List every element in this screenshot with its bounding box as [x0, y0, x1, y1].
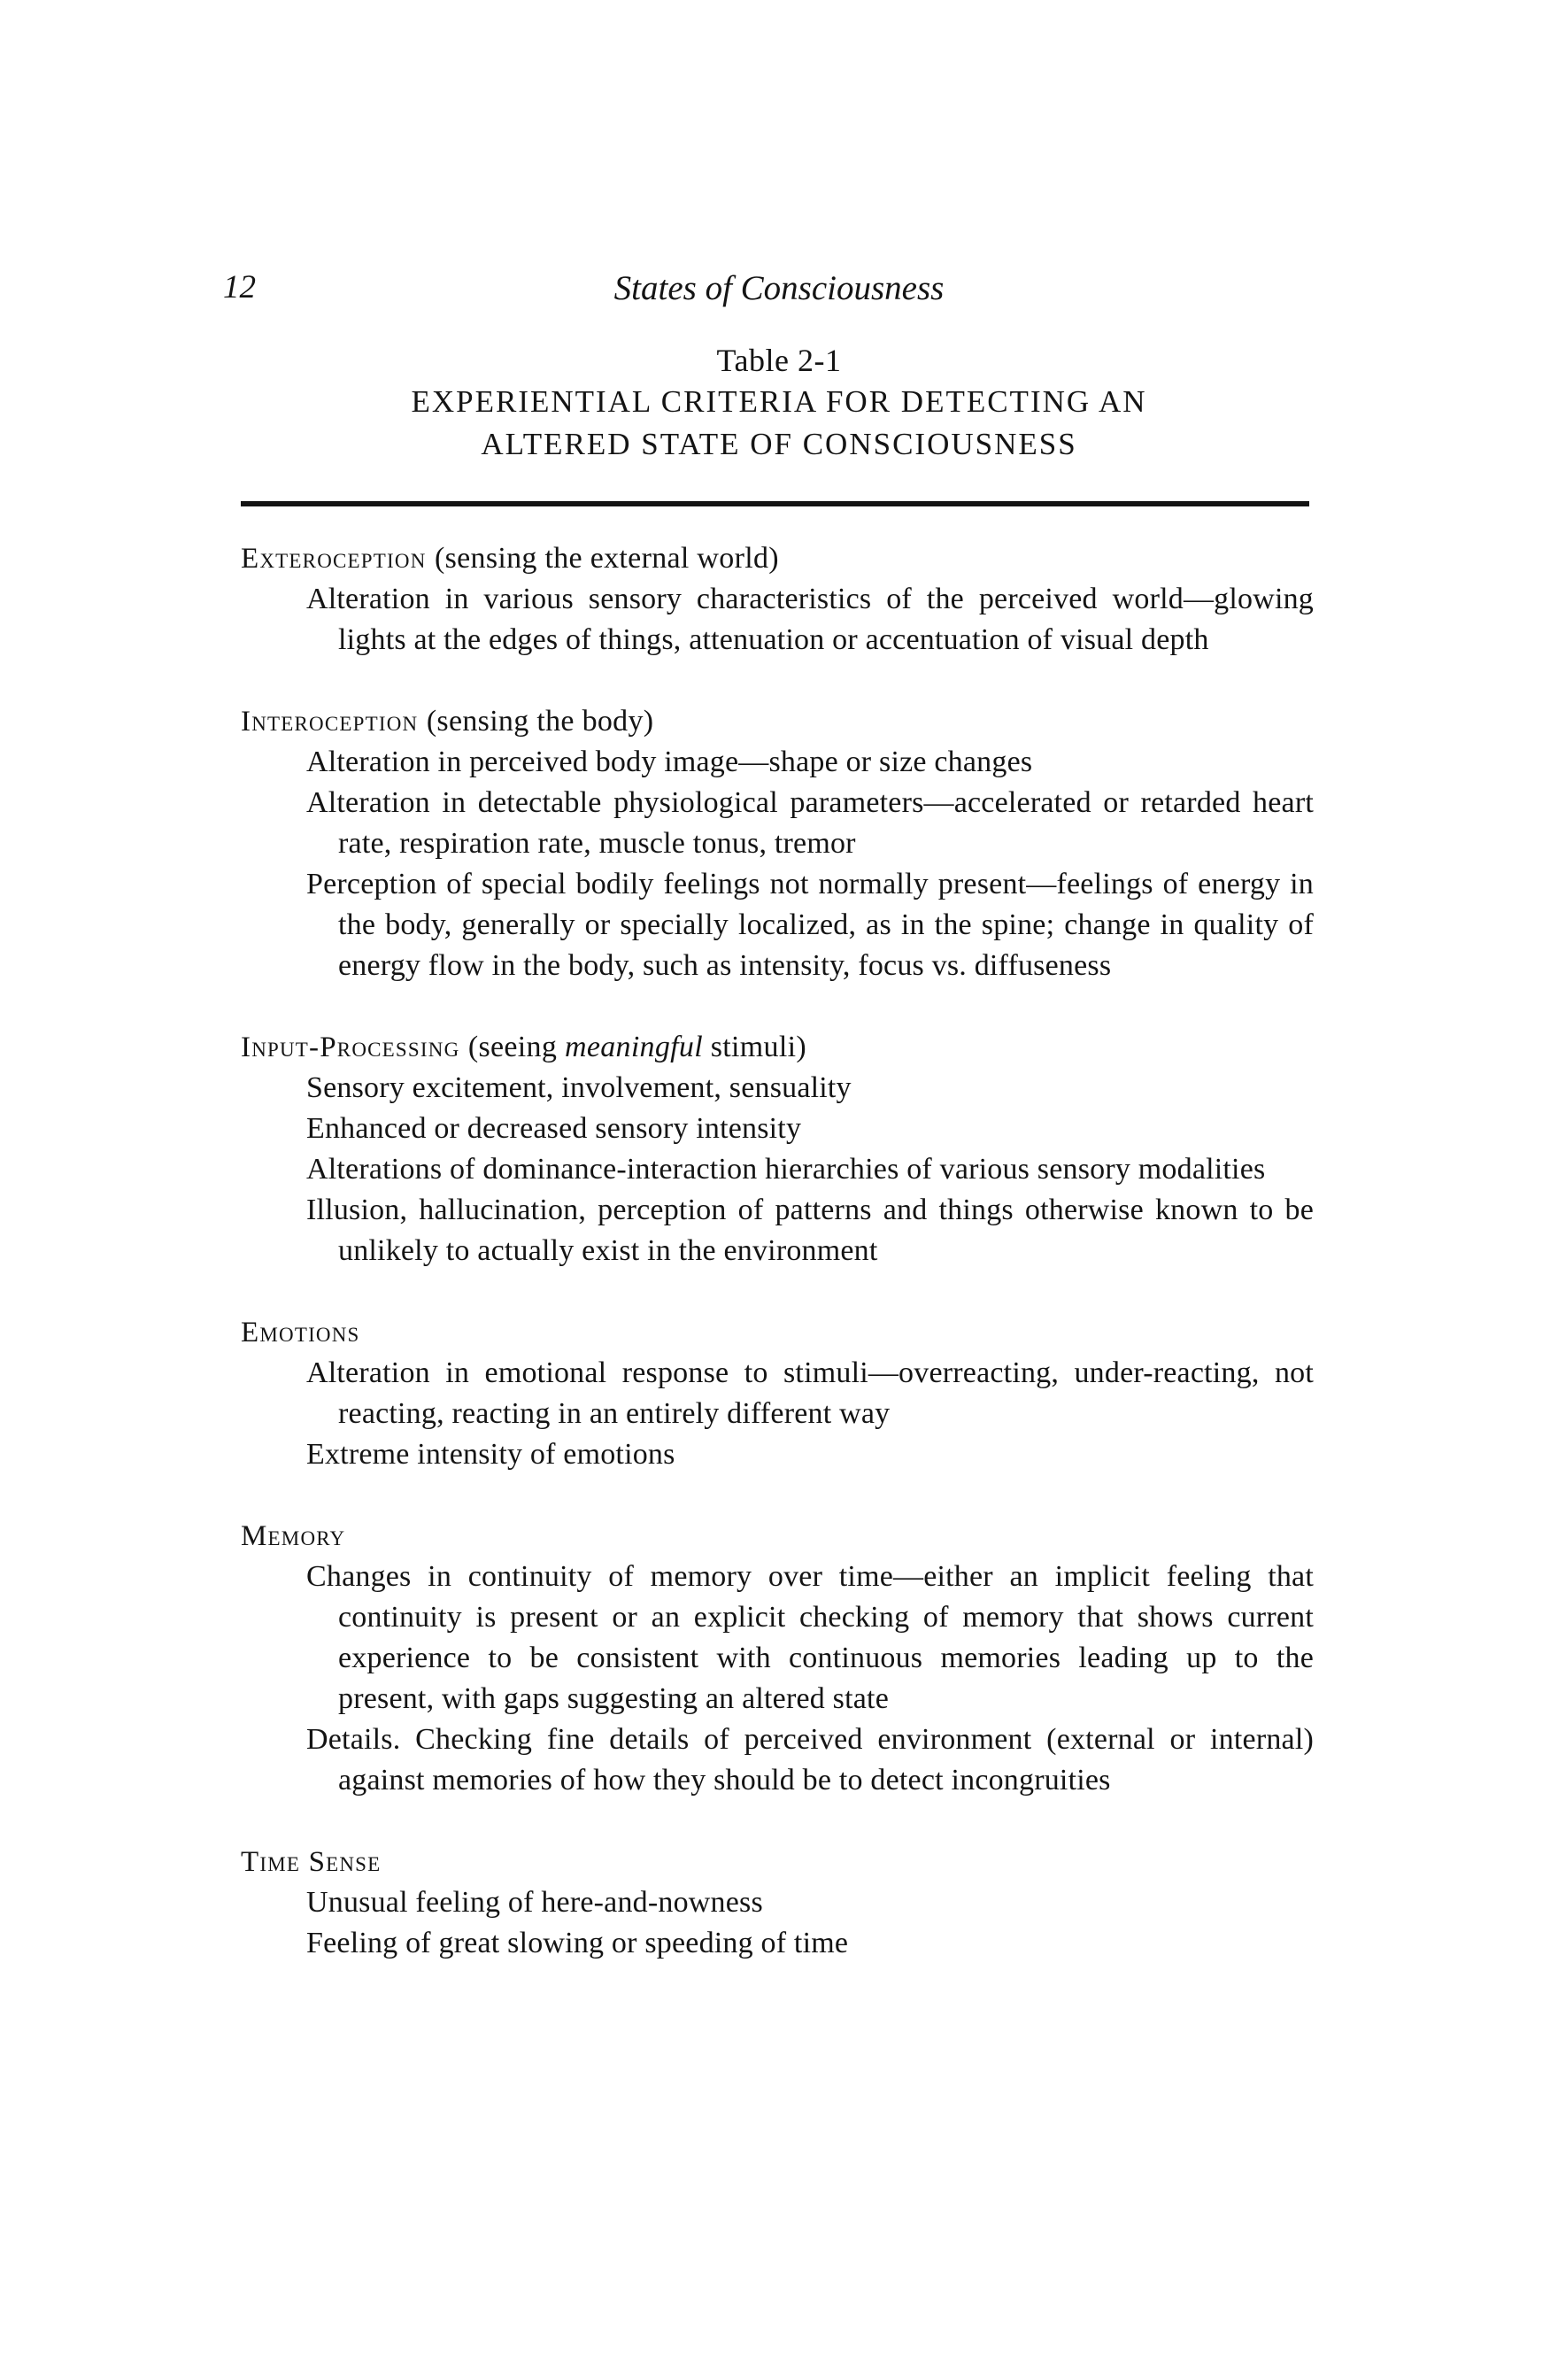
- table-number: Table 2-1: [716, 343, 842, 378]
- criterion-item: Details. Checking fine details of perceived environment (external or internal) against memories of how they should be to detect incongruities: [306, 1723, 1314, 1797]
- section-heading: [241, 1842, 1314, 1882]
- criterion-item: Alterations of dominance-interaction hierarchies of various sensory modalities: [306, 1153, 1266, 1186]
- page-number: 12: [223, 269, 256, 305]
- criterion-item: Unusual feeling of here-and-nowness: [306, 1886, 763, 1919]
- section-heading-description: [468, 1031, 806, 1063]
- section-heading-label: Exteroception: [241, 543, 427, 575]
- criterion-item: Alteration in emotional response to stimuli—overreacting, under-reacting, not reacting, reacting in an entirely different way: [306, 1356, 1314, 1430]
- section-heading: [241, 1027, 1314, 1068]
- criterion-item: Enhanced or decreased sensory intensity: [306, 1112, 802, 1145]
- criterion-item: Extreme intensity of emotions: [306, 1438, 675, 1471]
- section-heading-label: Interoception: [241, 706, 419, 738]
- section-memory: [241, 1516, 1314, 1801]
- criterion-item: Perception of special bodily feelings not normally present—feelings of energy in the body, generally or specially localized, as in the spine; change in quality of energy flow in the body, such as intensity, focus vs. diffuseness: [306, 868, 1314, 982]
- criterion-item: Alteration in perceived body image—shape or size changes: [306, 746, 1033, 778]
- section-heading: [241, 1312, 1314, 1353]
- criterion-item: Alteration in various sensory characteristics of the perceived world—glowing lights at the edges of things, attenuation or accentuation of visual depth: [306, 583, 1314, 656]
- section-heading-description: (sensing the external world): [434, 542, 779, 575]
- description-text: (seeing: [467, 1031, 558, 1063]
- section-interoception: [241, 701, 1314, 986]
- section-heading-label: Memory: [241, 1520, 346, 1552]
- section-heading: [241, 1516, 1314, 1557]
- section-heading-label: Emotions: [241, 1317, 360, 1348]
- criterion-item: Illusion, hallucination, perception of patterns and things otherwise known to be unlikely to actually exist in the environment: [306, 1194, 1314, 1267]
- criterion-item: Changes in continuity of memory over time—either an implicit feeling that continuity is present or an explicit checking of memory that shows current experience to be consistent with continuous memories leading up to the present, with gaps suggesting an altered state: [306, 1560, 1314, 1715]
- section-heading: [241, 538, 1314, 579]
- criterion-item: Alteration in detectable physiological parameters—accelerated or retarded heart rate, respiration rate, muscle tonus, tremor: [306, 786, 1314, 860]
- description-text: stimuli): [710, 1031, 806, 1063]
- table-title-line-2: ALTERED STATE OF CONSCIOUSNESS: [481, 427, 1077, 461]
- table-body: [241, 538, 1314, 2005]
- section-heading-label: Input-Processing: [241, 1032, 460, 1063]
- section-input-processing: [241, 1027, 1314, 1271]
- description-emphasis: meaningful: [564, 1031, 703, 1063]
- criterion-item: Sensory excitement, involvement, sensuality: [306, 1071, 852, 1104]
- section-time-sense: [241, 1842, 1314, 1964]
- table-title-block: [0, 340, 1558, 466]
- section-exteroception: [241, 538, 1314, 661]
- table-top-rule: [241, 501, 1309, 506]
- criterion-item: Feeling of great slowing or speeding of time: [306, 1927, 849, 1959]
- table-title-line-1: EXPERIENTIAL CRITERIA FOR DETECTING AN: [411, 384, 1147, 419]
- section-heading: [241, 701, 1314, 742]
- section-emotions: [241, 1312, 1314, 1475]
- section-heading-description: (sensing the body): [426, 705, 654, 738]
- running-head: States of Consciousness: [613, 269, 945, 307]
- section-heading-label: Time Sense: [241, 1846, 382, 1878]
